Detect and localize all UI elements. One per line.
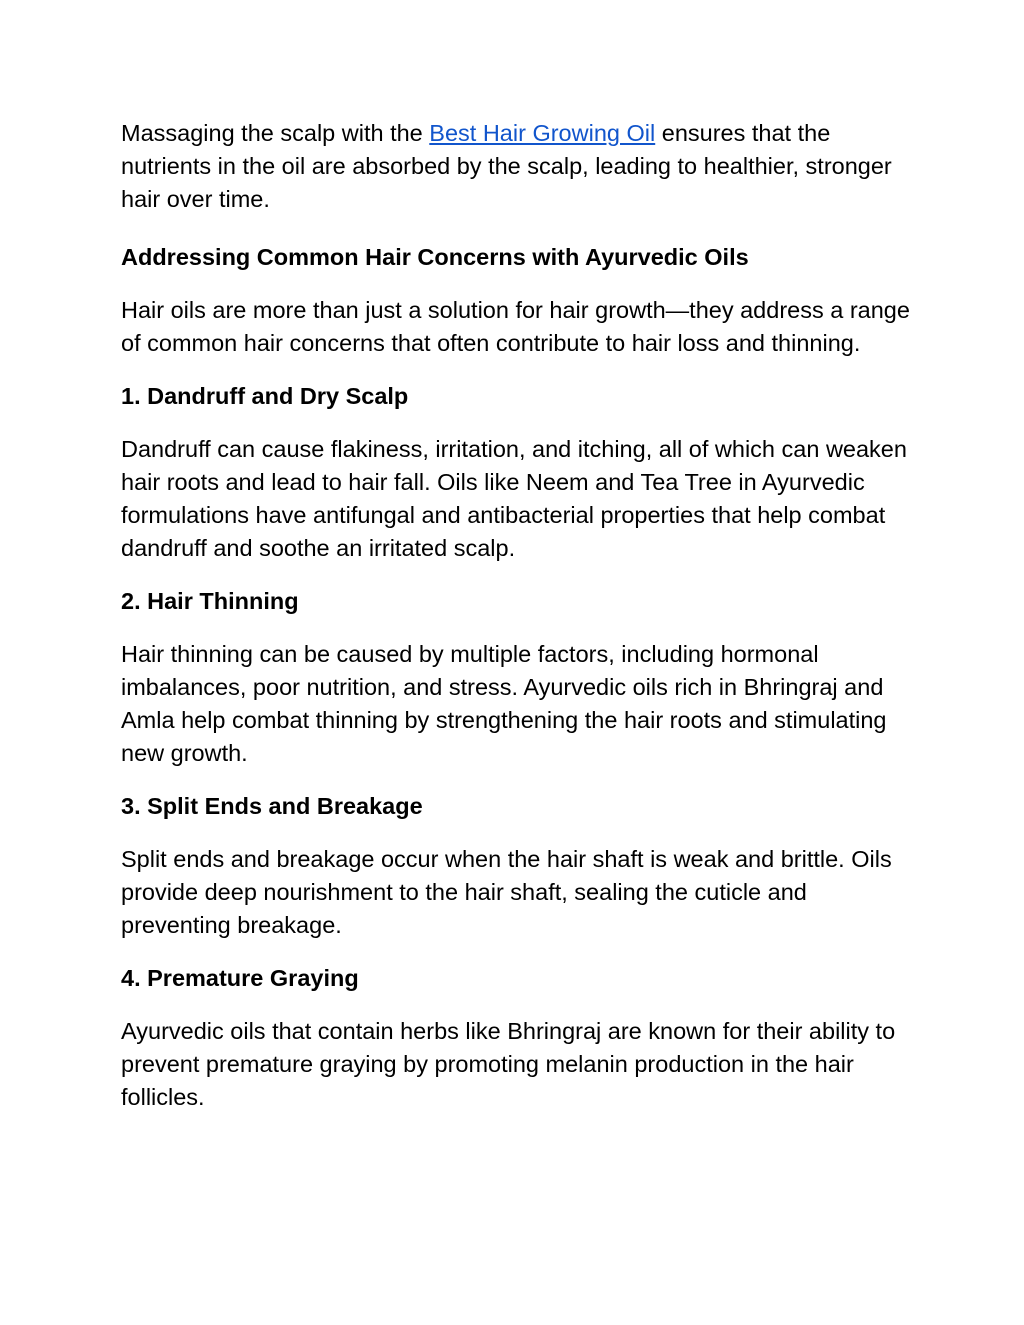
intro-text-before-link: Massaging the scalp with the bbox=[121, 120, 430, 146]
section-heading: Addressing Common Hair Concerns with Ayurvedic Oils bbox=[121, 244, 749, 270]
concern-body-dandruff: Dandruff can cause flakiness, irritation, and itching, all of which can weaken hair roots and lead to hair fall. Oils like Neem and Tea Tree in Ayurvedic formulations have antifungal and antibacterial properties that help combat dandruff and soothe an irritated scalp. bbox=[121, 436, 907, 561]
best-hair-growing-oil-link[interactable]: Best Hair Growing Oil bbox=[429, 120, 656, 146]
section-body: Hair oils are more than just a solution for hair growth—they address a range of common hair concerns that often contribute to hair loss and thinning. bbox=[121, 297, 910, 356]
concern-body-graying: Ayurvedic oils that contain herbs like Bhringraj are known for their ability to prevent premature graying by promoting melanin production in the hair follicles. bbox=[121, 1018, 896, 1110]
concern-body-thinning: Hair thinning can be caused by multiple factors, including hormonal imbalances, poor nutrition, and stress. Ayurvedic oils rich in Bhringraj and Amla help combat thinning by strengthening the hair roots and stimulating new growth. bbox=[121, 641, 887, 766]
concern-heading-split-ends: 3. Split Ends and Breakage bbox=[121, 793, 423, 819]
document-page bbox=[121, 117, 911, 1134]
concern-heading-dandruff: 1. Dandruff and Dry Scalp bbox=[121, 383, 409, 409]
concern-heading-thinning: 2. Hair Thinning bbox=[121, 588, 299, 614]
concern-heading-graying: 4. Premature Graying bbox=[121, 965, 359, 991]
intro-paragraph bbox=[121, 117, 911, 216]
intro-text-after-link: ensures that the nutrients in the oil are absorbed by the scalp, leading to healthier, stronger hair over time. bbox=[121, 120, 892, 212]
concern-body-split-ends: Split ends and breakage occur when the hair shaft is weak and brittle. Oils provide deep nourishment to the hair shaft, sealing the cuticle and preventing breakage. bbox=[121, 846, 892, 938]
